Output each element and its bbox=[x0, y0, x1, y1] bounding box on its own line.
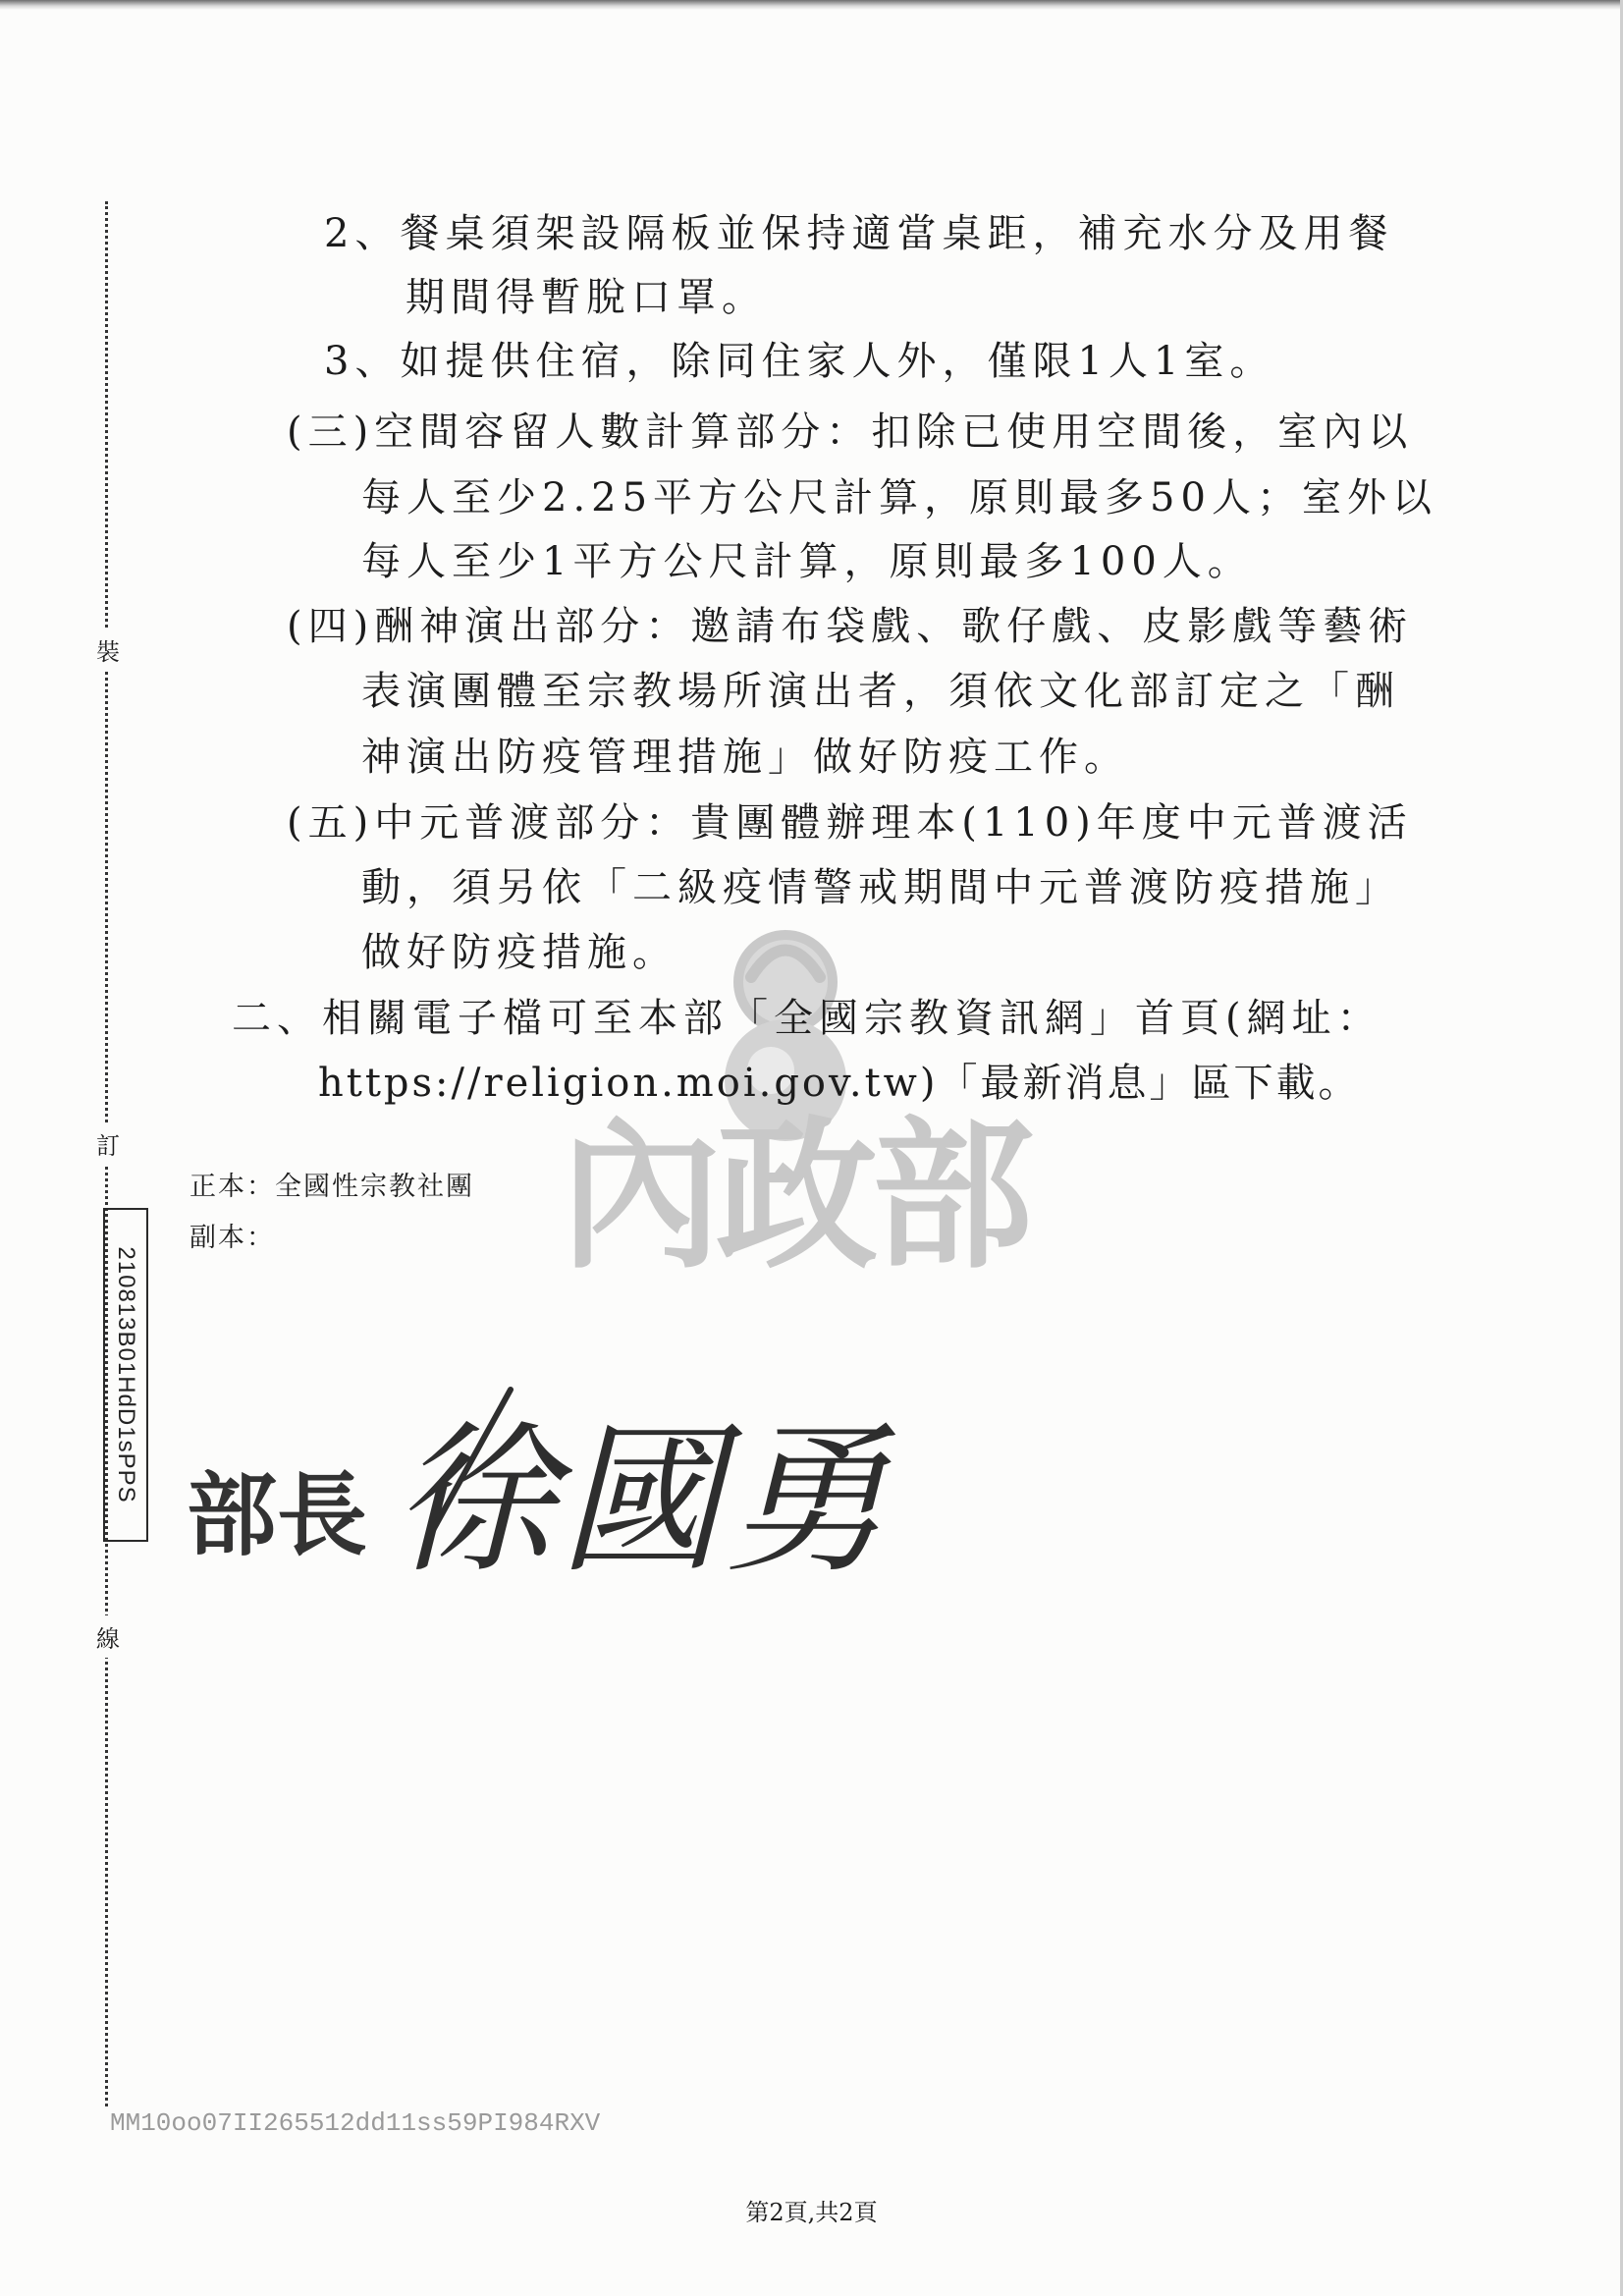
binding-char-xian: 線 bbox=[94, 1615, 122, 1658]
signature-name: 徐國勇 bbox=[393, 1406, 891, 1595]
body-line-6: 每人至少1平方公尺計算，原則最多100人。 bbox=[361, 539, 1253, 584]
barcode-text: MM10oo07II265512dd11ss59PI984RXV bbox=[110, 2108, 601, 2138]
body-line-11: 動，須另依「二級疫情警戒期間中元普渡防疫措施」 bbox=[361, 865, 1400, 910]
binding-char-zhuang: 裝 bbox=[94, 629, 122, 671]
body-line-10: (五)中元普渡部分：貴團體辦理本(110)年度中元普渡活 bbox=[287, 800, 1413, 846]
document-number: 210813B01HdD1sPPS bbox=[113, 1246, 139, 1503]
body-line-4: (三)空間容留人數計算部分：扣除已使用空間後，室內以 bbox=[287, 410, 1414, 455]
page-number: 第2頁,共2頁 bbox=[745, 2199, 878, 2226]
signature-title: 部長 bbox=[187, 1463, 368, 1568]
body-line-3: 3、如提供住宿，除同住家人外，僅限1人1室。 bbox=[324, 339, 1275, 384]
body-line-12: 做好防疫措施。 bbox=[361, 930, 677, 975]
body-line-1: 2、餐桌須架設隔板並保持適當桌距，補充水分及用餐 bbox=[324, 211, 1394, 256]
body-line-2: 期間得暫脫口罩。 bbox=[406, 275, 767, 320]
body-line-14: https://religion.moi.gov.tw)「最新消息」區下載。 bbox=[318, 1061, 1361, 1106]
copy-recipient: 副本： bbox=[189, 1223, 275, 1253]
seal-text: 內政部 bbox=[560, 1102, 1028, 1290]
body-line-8: 表演團體至宗教場所演出者，須依文化部訂定之「酬 bbox=[361, 669, 1400, 714]
document-number-box bbox=[103, 1208, 148, 1542]
body-line-7: (四)酬神演出部分：邀請布袋戲、歌仔戲、皮影戲等藝術 bbox=[287, 604, 1414, 649]
primary-recipient: 正本：全國性宗教社團 bbox=[189, 1172, 474, 1202]
body-line-9: 神演出防疫管理措施」做好防疫工作。 bbox=[361, 735, 1129, 780]
minister-signature bbox=[187, 1360, 952, 1596]
scan-top-edge bbox=[0, 0, 1623, 10]
body-line-5: 每人至少2.25平方公尺計算，原則最多50人；室外以 bbox=[361, 475, 1437, 520]
body-line-13: 二、相關電子檔可至本部「全國宗教資訊網」首頁(網址： bbox=[232, 996, 1382, 1041]
binding-char-ding: 訂 bbox=[94, 1122, 122, 1165]
